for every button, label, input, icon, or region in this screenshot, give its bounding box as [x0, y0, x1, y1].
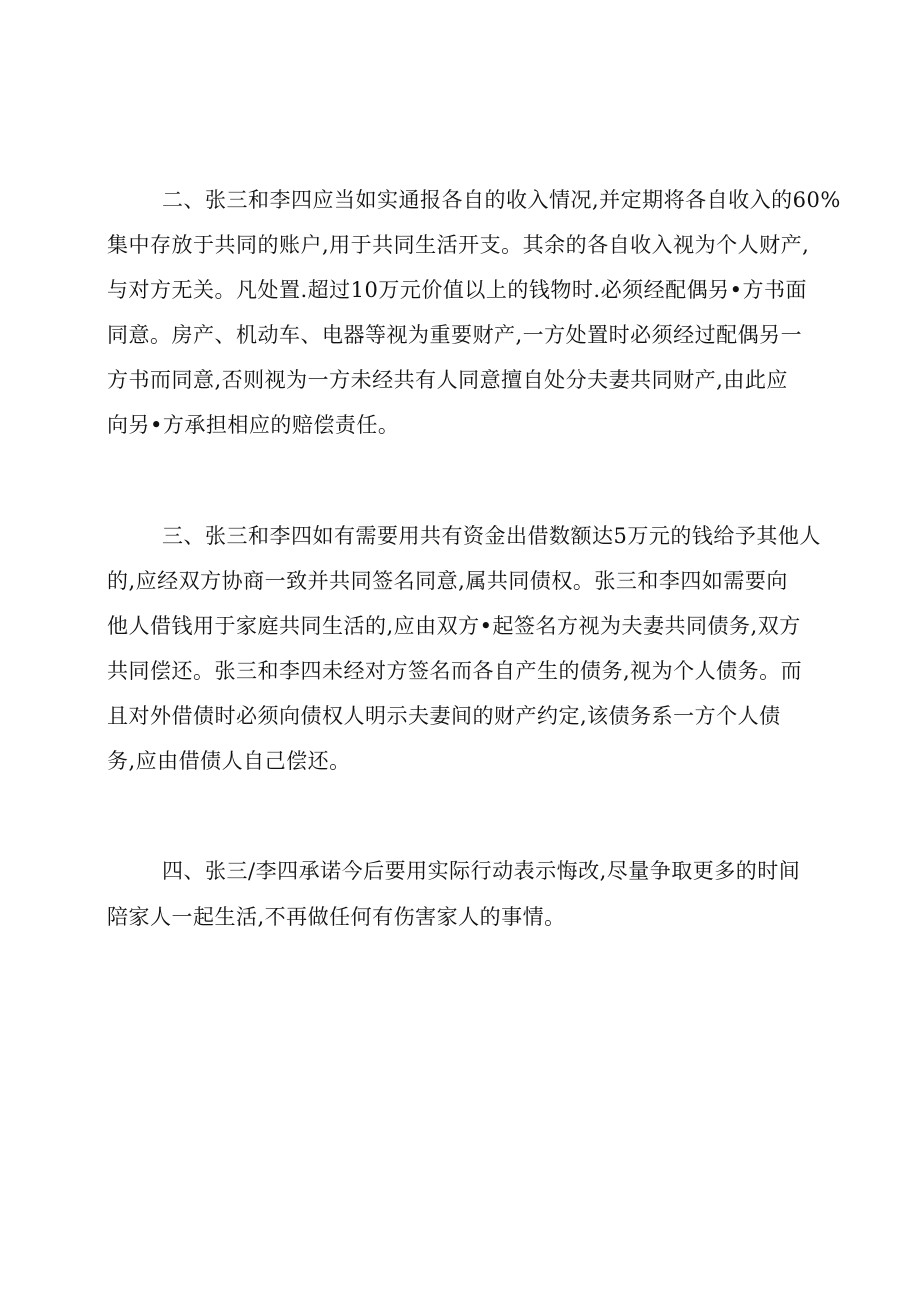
- text-line: 陪家人一起生活,不再做任何有伤害家人的事情。: [107, 905, 566, 929]
- text-line: 二、张三和李四应当如实通报各自的收入情况,并定期将各自收入的60%: [162, 188, 841, 212]
- text-line: 他人借钱用于家庭共同生活的,应由双方•起签名方视为夫妻共同债务,双方: [107, 614, 801, 638]
- text-line: 三、张三和李四如有需要用共有资金出借数额达5万元的钱给予其他人: [162, 524, 821, 548]
- text-line: 与对方无关。凡处置.超过10万元价值以上的钱物时.必须经配偶另•方书面: [107, 278, 807, 302]
- text-line: 同意。房产、机动车、电器等视为重要财产,一方处置时必须经过配偶另一: [107, 323, 803, 347]
- text-line: 向另•方承担相应的赔偿责任。: [107, 413, 400, 437]
- text-line: 方书而同意,否则视为一方未经共有人同意擅自处分夫妻共同财产,由此应: [107, 368, 788, 392]
- text-line: 集中存放于共同的账户,用于共同生活开支。其余的各自收入视为个人财产,: [107, 233, 810, 257]
- text-line: 且对外借债时必须向债权人明示夫妻间的财产约定,该债务系一方个人债: [107, 704, 781, 728]
- text-line: 四、张三/李四承诺今后要用实际行动表示悔改,尽量争取更多的时间: [162, 859, 801, 883]
- text-line: 务,应由借债人自己偿还。: [107, 749, 351, 773]
- text-line: 的,应经双方协商一致并共同签名同意,属共同债权。张三和李四如需要向: [107, 569, 788, 593]
- text-line: 共同偿还。张三和李四未经对方签名而各自产生的债务,视为个人债务。而: [107, 659, 803, 683]
